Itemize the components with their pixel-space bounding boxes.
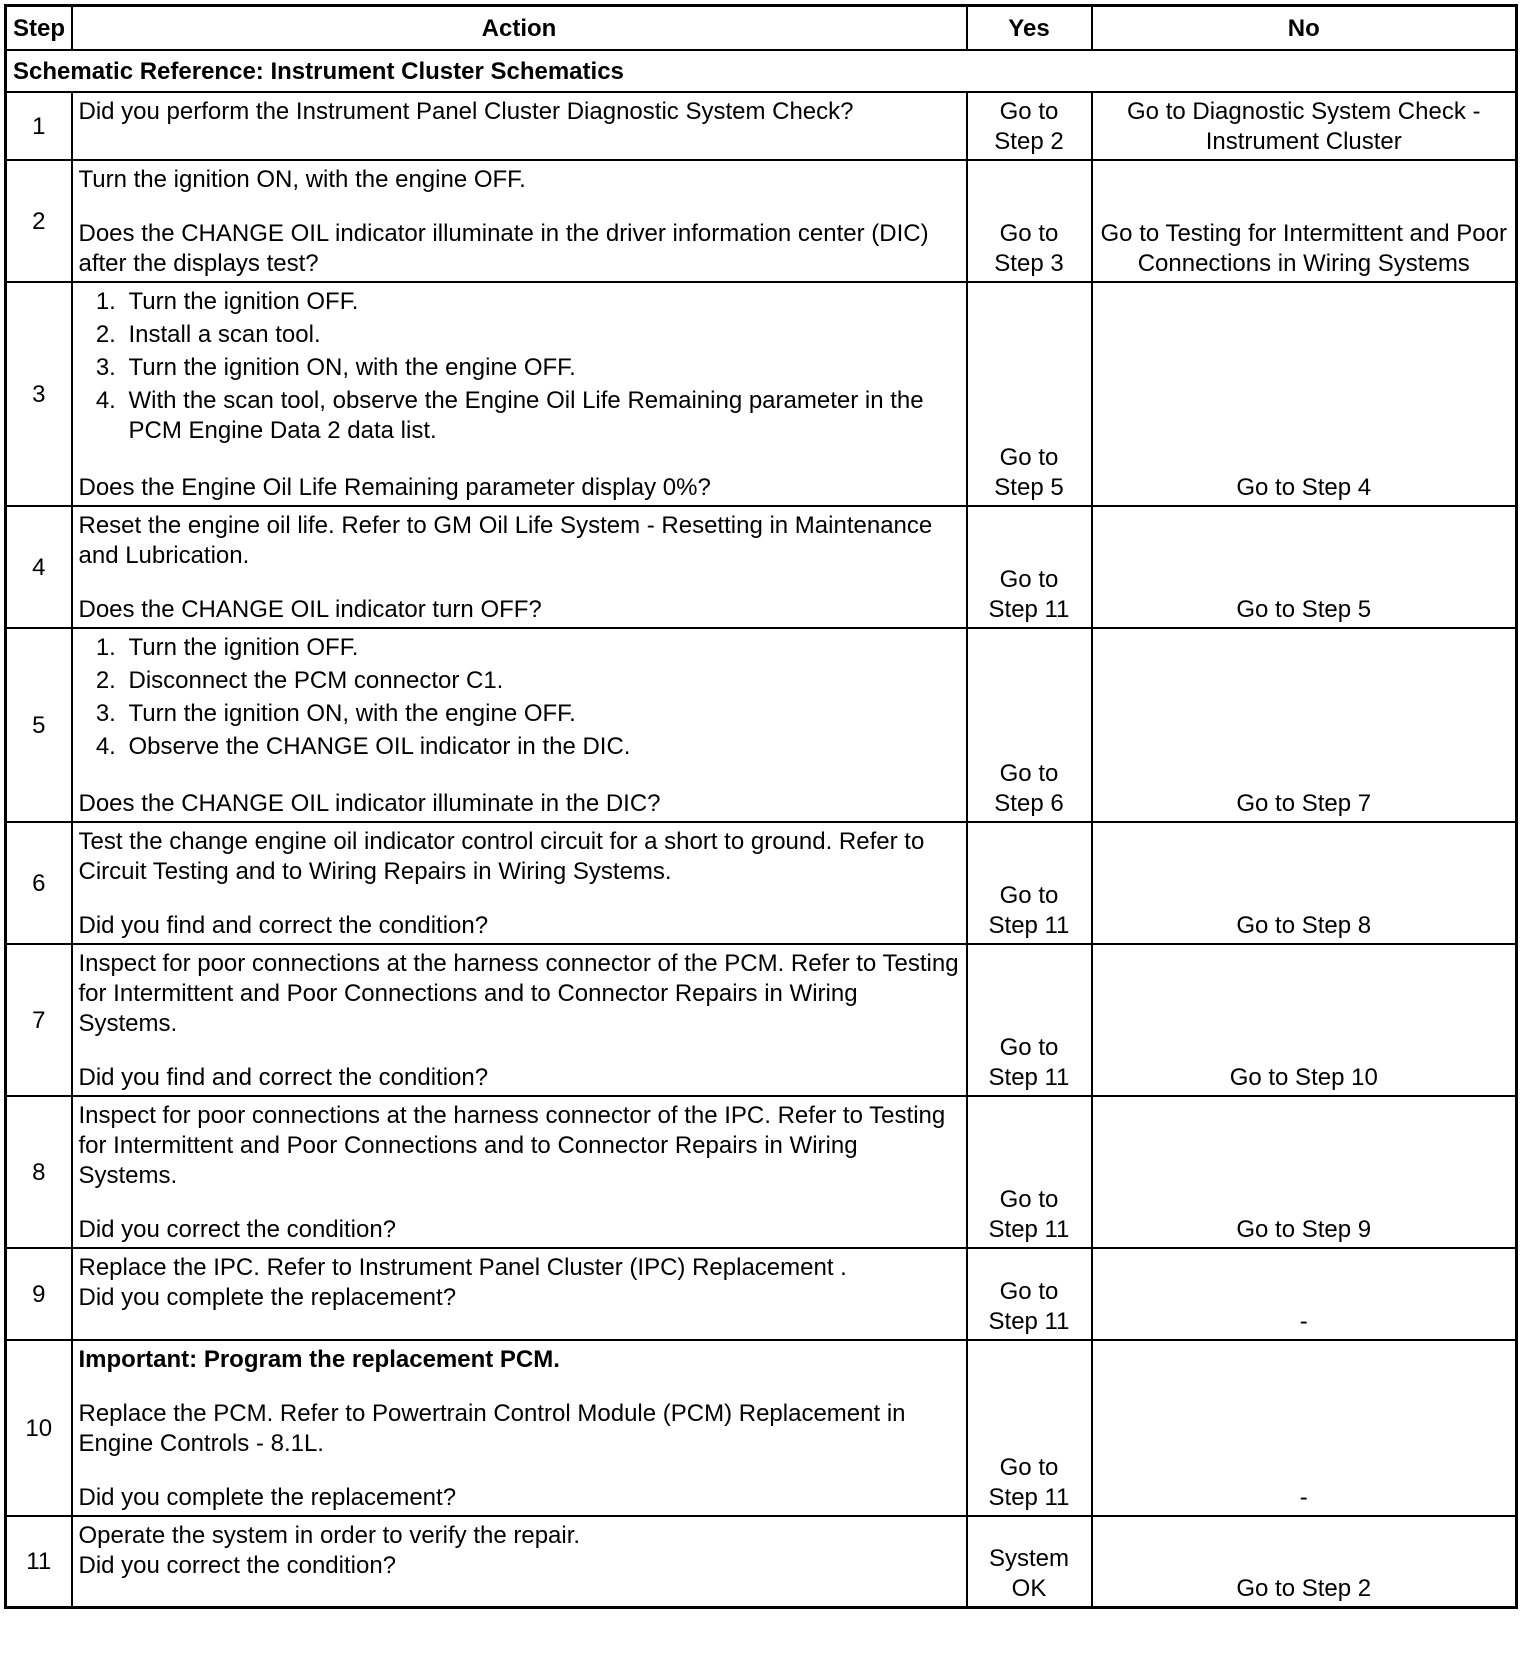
schematic-row xyxy=(6,50,1517,92)
list-item: 4. Observe the CHANGE OIL indicator in the DIC. xyxy=(123,732,960,762)
action-cell xyxy=(72,160,967,282)
step-number: 4 xyxy=(6,506,72,628)
step-number: 7 xyxy=(6,944,72,1096)
action-question: Did you complete the replacement? xyxy=(78,1283,457,1311)
header-step: Step xyxy=(6,6,72,50)
action-cell xyxy=(72,1340,967,1516)
yes-cell: System OK xyxy=(967,1516,1092,1608)
list-item: 1. Turn the ignition OFF. xyxy=(123,633,960,663)
header-row xyxy=(6,6,1517,50)
action-cell xyxy=(72,1248,967,1340)
action-cell xyxy=(72,822,967,944)
action-question: Does the CHANGE OIL indicator turn OFF? xyxy=(78,595,542,623)
list-item: 4. With the scan tool, observe the Engine Oil Life Remaining parameter in the PCM Engine Data 2 data list. xyxy=(123,386,960,446)
yes-cell: Go to Step 11 xyxy=(967,1248,1092,1340)
step-number: 2 xyxy=(6,160,72,282)
step-number: 11 xyxy=(6,1516,72,1608)
table-row xyxy=(6,1340,1517,1516)
step-number: 3 xyxy=(6,282,72,506)
table-row xyxy=(6,822,1517,944)
no-cell: Go to Diagnostic System Check - Instrument Cluster xyxy=(1092,92,1517,160)
no-cell: Go to Step 9 xyxy=(1092,1096,1517,1248)
action-text: Did you perform the Instrument Panel Cluster Diagnostic System Check? xyxy=(78,97,854,125)
list-item: 2. Install a scan tool. xyxy=(123,320,960,350)
list-item: 2. Disconnect the PCM connector C1. xyxy=(123,666,960,696)
yes-cell: Go to Step 6 xyxy=(967,628,1092,822)
step-number: 10 xyxy=(6,1340,72,1516)
table-row xyxy=(6,1248,1517,1340)
table-row xyxy=(6,282,1517,506)
no-cell: - xyxy=(1092,1248,1517,1340)
no-cell: Go to Step 8 xyxy=(1092,822,1517,944)
no-cell: Go to Step 4 xyxy=(1092,282,1517,506)
table-row xyxy=(6,628,1517,822)
action-question: Did you find and correct the condition? xyxy=(78,1063,489,1091)
action-cell xyxy=(72,282,967,506)
action-text: Test the change engine oil indicator control circuit for a short to ground. Refer to Circuit Testing and to Wiring Repairs in Wiring Systems. xyxy=(78,827,925,885)
action-cell xyxy=(72,1096,967,1248)
step-number: 5 xyxy=(6,628,72,822)
list-item: 1. Turn the ignition OFF. xyxy=(123,287,960,317)
header-action: Action xyxy=(72,6,967,50)
action-question: Does the CHANGE OIL indicator illuminate in the driver information center (DIC) after the displays test? xyxy=(78,219,929,277)
table-row xyxy=(6,160,1517,282)
action-text: Replace the IPC. Refer to Instrument Panel Cluster (IPC) Replacement . xyxy=(78,1253,847,1281)
no-cell: Go to Testing for Intermittent and Poor Connections in Wiring Systems xyxy=(1092,160,1517,282)
no-cell: - xyxy=(1092,1340,1517,1516)
step-number: 6 xyxy=(6,822,72,944)
yes-cell: Go to Step 3 xyxy=(967,160,1092,282)
action-question: Does the Engine Oil Life Remaining parameter display 0%? xyxy=(78,473,711,501)
action-text: Replace the PCM. Refer to Powertrain Control Module (PCM) Replacement in Engine Controls - 8.1L. xyxy=(78,1399,906,1457)
yes-cell: Go to Step 5 xyxy=(967,282,1092,506)
header-no: No xyxy=(1092,6,1517,50)
action-list xyxy=(79,287,960,446)
table-row xyxy=(6,1096,1517,1248)
no-cell: Go to Step 10 xyxy=(1092,944,1517,1096)
yes-cell: Go to Step 11 xyxy=(967,1096,1092,1248)
list-item: 3. Turn the ignition ON, with the engine OFF. xyxy=(123,353,960,383)
action-question: Did you correct the condition? xyxy=(78,1215,397,1243)
action-cell xyxy=(72,92,967,160)
yes-cell: Go to Step 11 xyxy=(967,944,1092,1096)
action-cell xyxy=(72,944,967,1096)
action-text: Reset the engine oil life. Refer to GM Oil Life System - Resetting in Maintenance and Lubrication. xyxy=(78,511,933,569)
action-text: Inspect for poor connections at the harness connector of the PCM. Refer to Testing for Intermittent and Poor Connections and to Connector Repairs in Wiring Systems. xyxy=(78,949,959,1037)
action-question: Does the CHANGE OIL indicator illuminate in the DIC? xyxy=(78,789,661,817)
no-cell: Go to Step 2 xyxy=(1092,1516,1517,1608)
diagnostic-table xyxy=(4,4,1518,1609)
step-number: 9 xyxy=(6,1248,72,1340)
yes-cell: Go to Step 11 xyxy=(967,506,1092,628)
yes-cell: Go to Step 11 xyxy=(967,1340,1092,1516)
no-cell: Go to Step 5 xyxy=(1092,506,1517,628)
action-question: Did you find and correct the condition? xyxy=(78,911,489,939)
action-cell xyxy=(72,628,967,822)
yes-cell: Go to Step 2 xyxy=(967,92,1092,160)
important-note: Important: Program the replacement PCM. xyxy=(78,1345,560,1373)
diagnostic-table-container xyxy=(4,4,1515,1609)
action-cell xyxy=(72,506,967,628)
action-question: Did you correct the condition? xyxy=(78,1551,397,1579)
step-number: 1 xyxy=(6,92,72,160)
list-item: 3. Turn the ignition ON, with the engine OFF. xyxy=(123,699,960,729)
action-list xyxy=(79,633,960,762)
action-text: Inspect for poor connections at the harness connector of the IPC. Refer to Testing for Intermittent and Poor Connections and to Connector Repairs in Wiring Systems. xyxy=(78,1101,946,1189)
table-row xyxy=(6,944,1517,1096)
table-row xyxy=(6,506,1517,628)
schematic-reference: Schematic Reference: Instrument Cluster Schematics xyxy=(6,50,1517,92)
header-yes: Yes xyxy=(967,6,1092,50)
action-question: Did you complete the replacement? xyxy=(78,1483,457,1511)
no-cell: Go to Step 7 xyxy=(1092,628,1517,822)
action-cell xyxy=(72,1516,967,1608)
table-row xyxy=(6,1516,1517,1608)
action-text: Operate the system in order to verify the repair. xyxy=(78,1521,581,1549)
action-text: Turn the ignition ON, with the engine OFF. xyxy=(78,165,526,193)
step-number: 8 xyxy=(6,1096,72,1248)
table-row xyxy=(6,92,1517,160)
yes-cell: Go to Step 11 xyxy=(967,822,1092,944)
